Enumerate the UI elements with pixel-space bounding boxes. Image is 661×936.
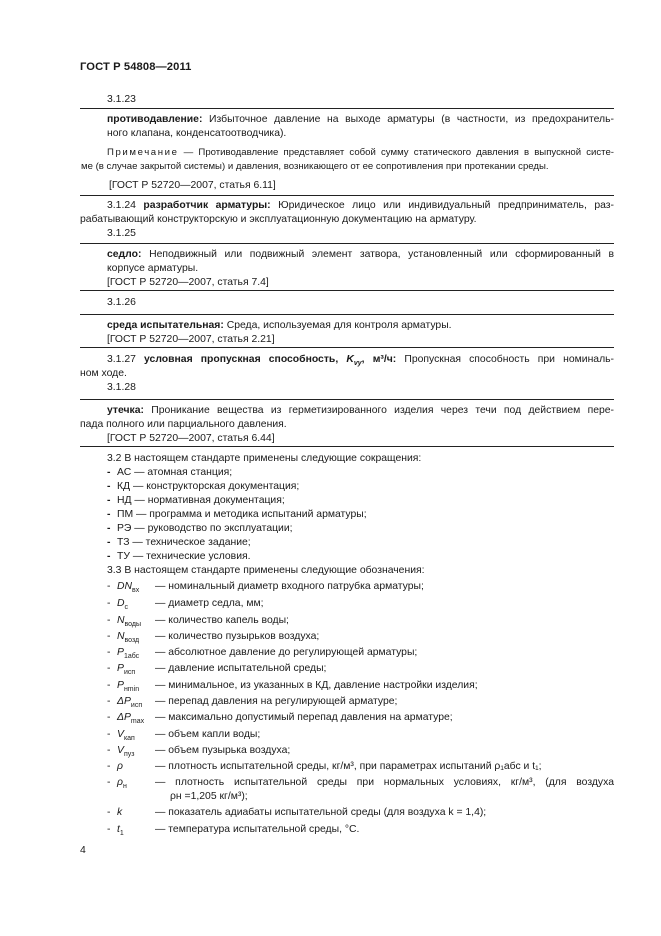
term-number-3-1-28: 3.1.28 — [107, 382, 136, 393]
term-source: [ГОСТ Р 52720—2007, статья 6.11] — [109, 180, 276, 191]
term-source: [ГОСТ Р 52720—2007, статья 6.44] — [107, 433, 275, 444]
term-definition-line: ного клапана, конденсатоотводчика). — [107, 128, 287, 139]
term-number-3-1-23: 3.1.23 — [107, 94, 136, 105]
term-box-3-1-28 — [80, 399, 614, 447]
symbols-intro: 3.3 В настоящем стандарте применены следующие обозначения: — [107, 565, 425, 576]
term-3-1-27-cont: ном ходе. — [80, 368, 127, 379]
abbreviation-item: - НД — нормативная документация; — [107, 495, 285, 506]
term-box-3-1-26 — [80, 314, 614, 348]
term-definition-line: пада полного или парциального давления. — [80, 419, 287, 430]
term-number-3-1-26: 3.1.26 — [107, 297, 136, 308]
term-number-3-1-25: 3.1.25 — [107, 228, 136, 239]
abbreviation-item: - ПМ — программа и методика испытаний арматуры; — [107, 509, 367, 520]
term-note: Примечание — Противодавление представляет собой сумму статического давления в выпускной систе- — [107, 147, 614, 158]
abbreviation-item: - КД — конструкторская документация; — [107, 481, 300, 492]
term-3-1-27: 3.1.27 условная пропускная способность, $K_{vy}$, м³/ч: Пропускная способность при номиналь- — [107, 354, 615, 368]
term-box-3-1-23 — [80, 108, 614, 196]
abbreviation-item: - АС — атомная станция; — [107, 467, 233, 478]
abbreviations-intro: 3.2 В настоящем стандарте применены следующие сокращения: — [107, 453, 422, 464]
term-box-3-1-25 — [80, 243, 614, 291]
term-source: [ГОСТ Р 52720—2007, статья 7.4] — [107, 277, 269, 288]
document-header: ГОСТ Р 54808—2011 — [80, 61, 192, 73]
term-definition-line: противодавление: Избыточное давление на выходе арматуры (в частности, из предохранитель- — [107, 114, 614, 125]
abbreviation-item: - ТУ — технические условия. — [107, 551, 251, 562]
term-definition-line: утечка: Проникание вещества из герметизированного изделия через течи под действием пере- — [107, 405, 614, 416]
abbreviation-item: - РЭ — руководство по эксплуатации; — [107, 523, 293, 534]
page-number: 4 — [80, 845, 86, 856]
term-note-line: ме (в случае закрытой системы) и давления, возникающего от ее сопротивления при протекании среды. — [81, 161, 549, 172]
term-definition-line: седло: Неподвижный или подвижный элемент затвора, установленный или сформированный в — [107, 249, 615, 260]
term-3-1-24: 3.1.24 разработчик арматуры: Юридическое лицо или индивидуальный предприниматель, раз- — [107, 200, 615, 211]
abbreviation-item: - ТЗ — техническое задание; — [107, 537, 251, 548]
term-definition-line: корпусе арматуры. — [107, 263, 199, 274]
term-3-1-24-cont: рабатывающий конструкторскую и эксплуатационную документацию на арматуру. — [80, 214, 477, 225]
term-source: [ГОСТ Р 52720—2007, статья 2.21] — [107, 334, 275, 345]
term-definition-line: среда испытательная: Среда, используемая для контроля арматуры. — [107, 320, 452, 331]
